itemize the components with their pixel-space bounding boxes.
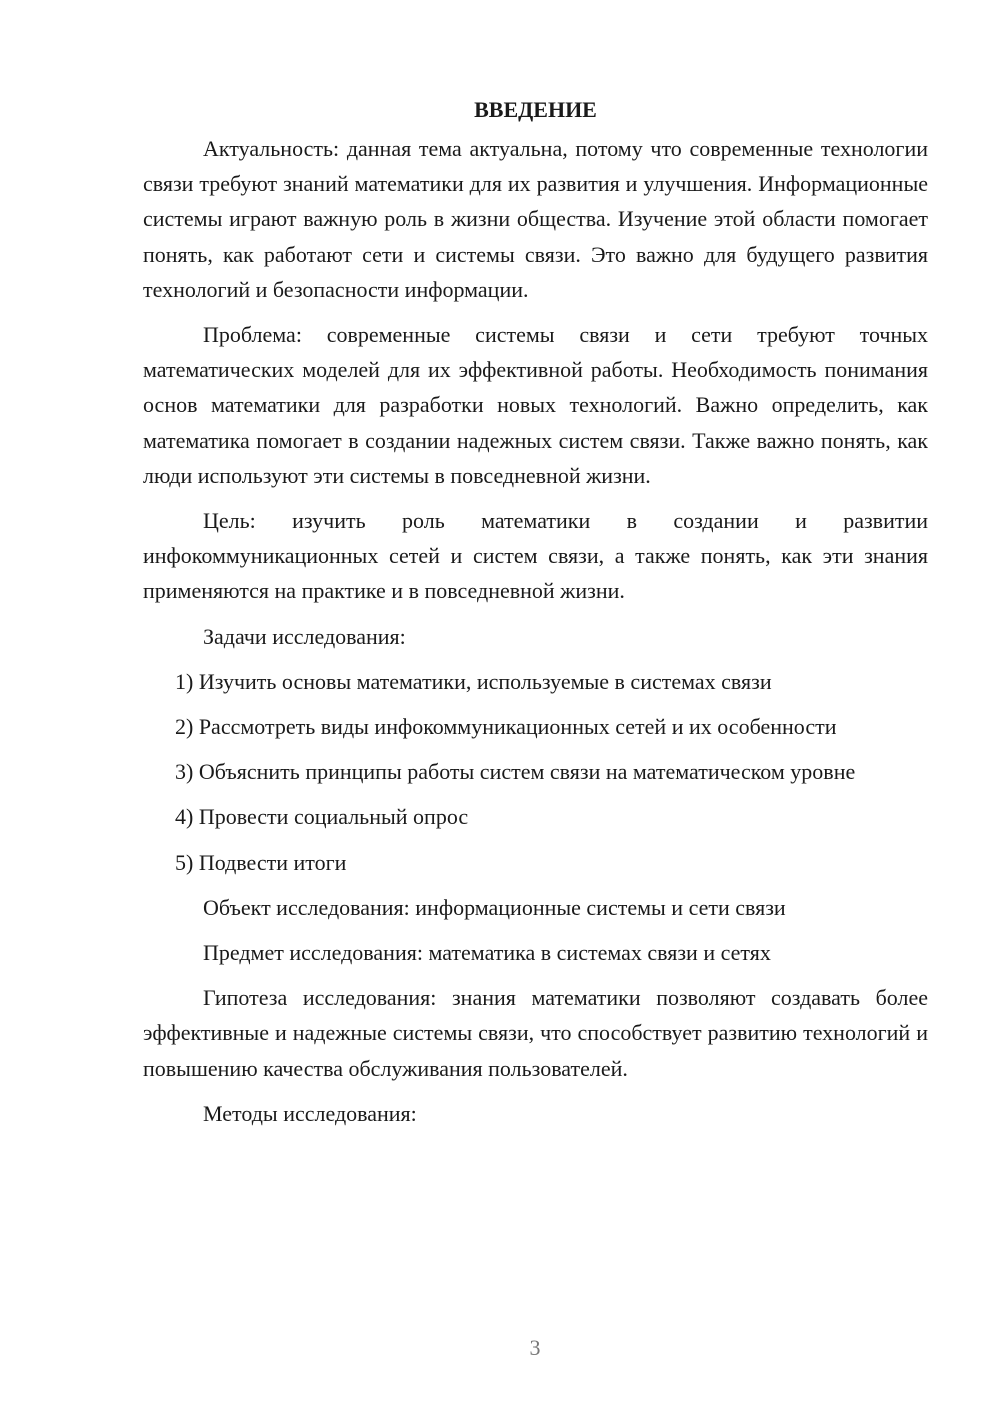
task-item-2: 2) Рассмотреть виды инфокоммуникационных сетей и их особенности (175, 714, 837, 740)
object-paragraph: Объект исследования: информационные системы и сети связи (203, 894, 786, 920)
tasks-heading: Задачи исследования: (203, 623, 406, 649)
relevance-paragraph: Актуальность: данная тема актуальна, потому что современные технологии связи требуют знаний математики для их развития и улучшения. Информационные системы играют важную роль в жизни общества. Изучение этой области помогает понять, как работают сети и системы связи. Это важно для будущего развития технологий и безопасности информации. (143, 136, 928, 302)
problem-paragraph: Проблема: современные системы связи и сети требуют точных математических моделей для их эффективной работы. Необходимость понимания основ математики для разработки новых технологий. Важно определить, как математика помогает в создании надежных систем связи. Также важно понять, как люди используют эти системы в повседневной жизни. (143, 322, 928, 488)
page-number: 3 (529, 1335, 541, 1360)
hypothesis-paragraph: Гипотеза исследования: знания математики позволяют создавать более эффективные и надежные системы связи, что способствует развитию технологий и повышению качества обслуживания пользователей. (143, 985, 928, 1081)
task-item-4: 4) Провести социальный опрос (175, 804, 469, 830)
task-item-5: 5) Подвести итоги (175, 849, 347, 875)
methods-heading: Методы исследования: (203, 1100, 417, 1126)
task-item-1: 1) Изучить основы математики, используемые в системах связи (175, 668, 772, 694)
page-title: ВВЕДЕНИЕ (474, 97, 597, 122)
subject-paragraph: Предмет исследования: математика в системах связи и сетях (203, 940, 771, 966)
document-page (143, 95, 928, 1141)
task-item-3: 3) Объяснить принципы работы систем связи на математическом уровне (175, 759, 856, 785)
goal-paragraph: Цель: изучить роль математики в создании и развитии инфокоммуникационных сетей и систем связи, а также понять, как эти знания применяются на практике и в повседневной жизни. (143, 508, 928, 604)
